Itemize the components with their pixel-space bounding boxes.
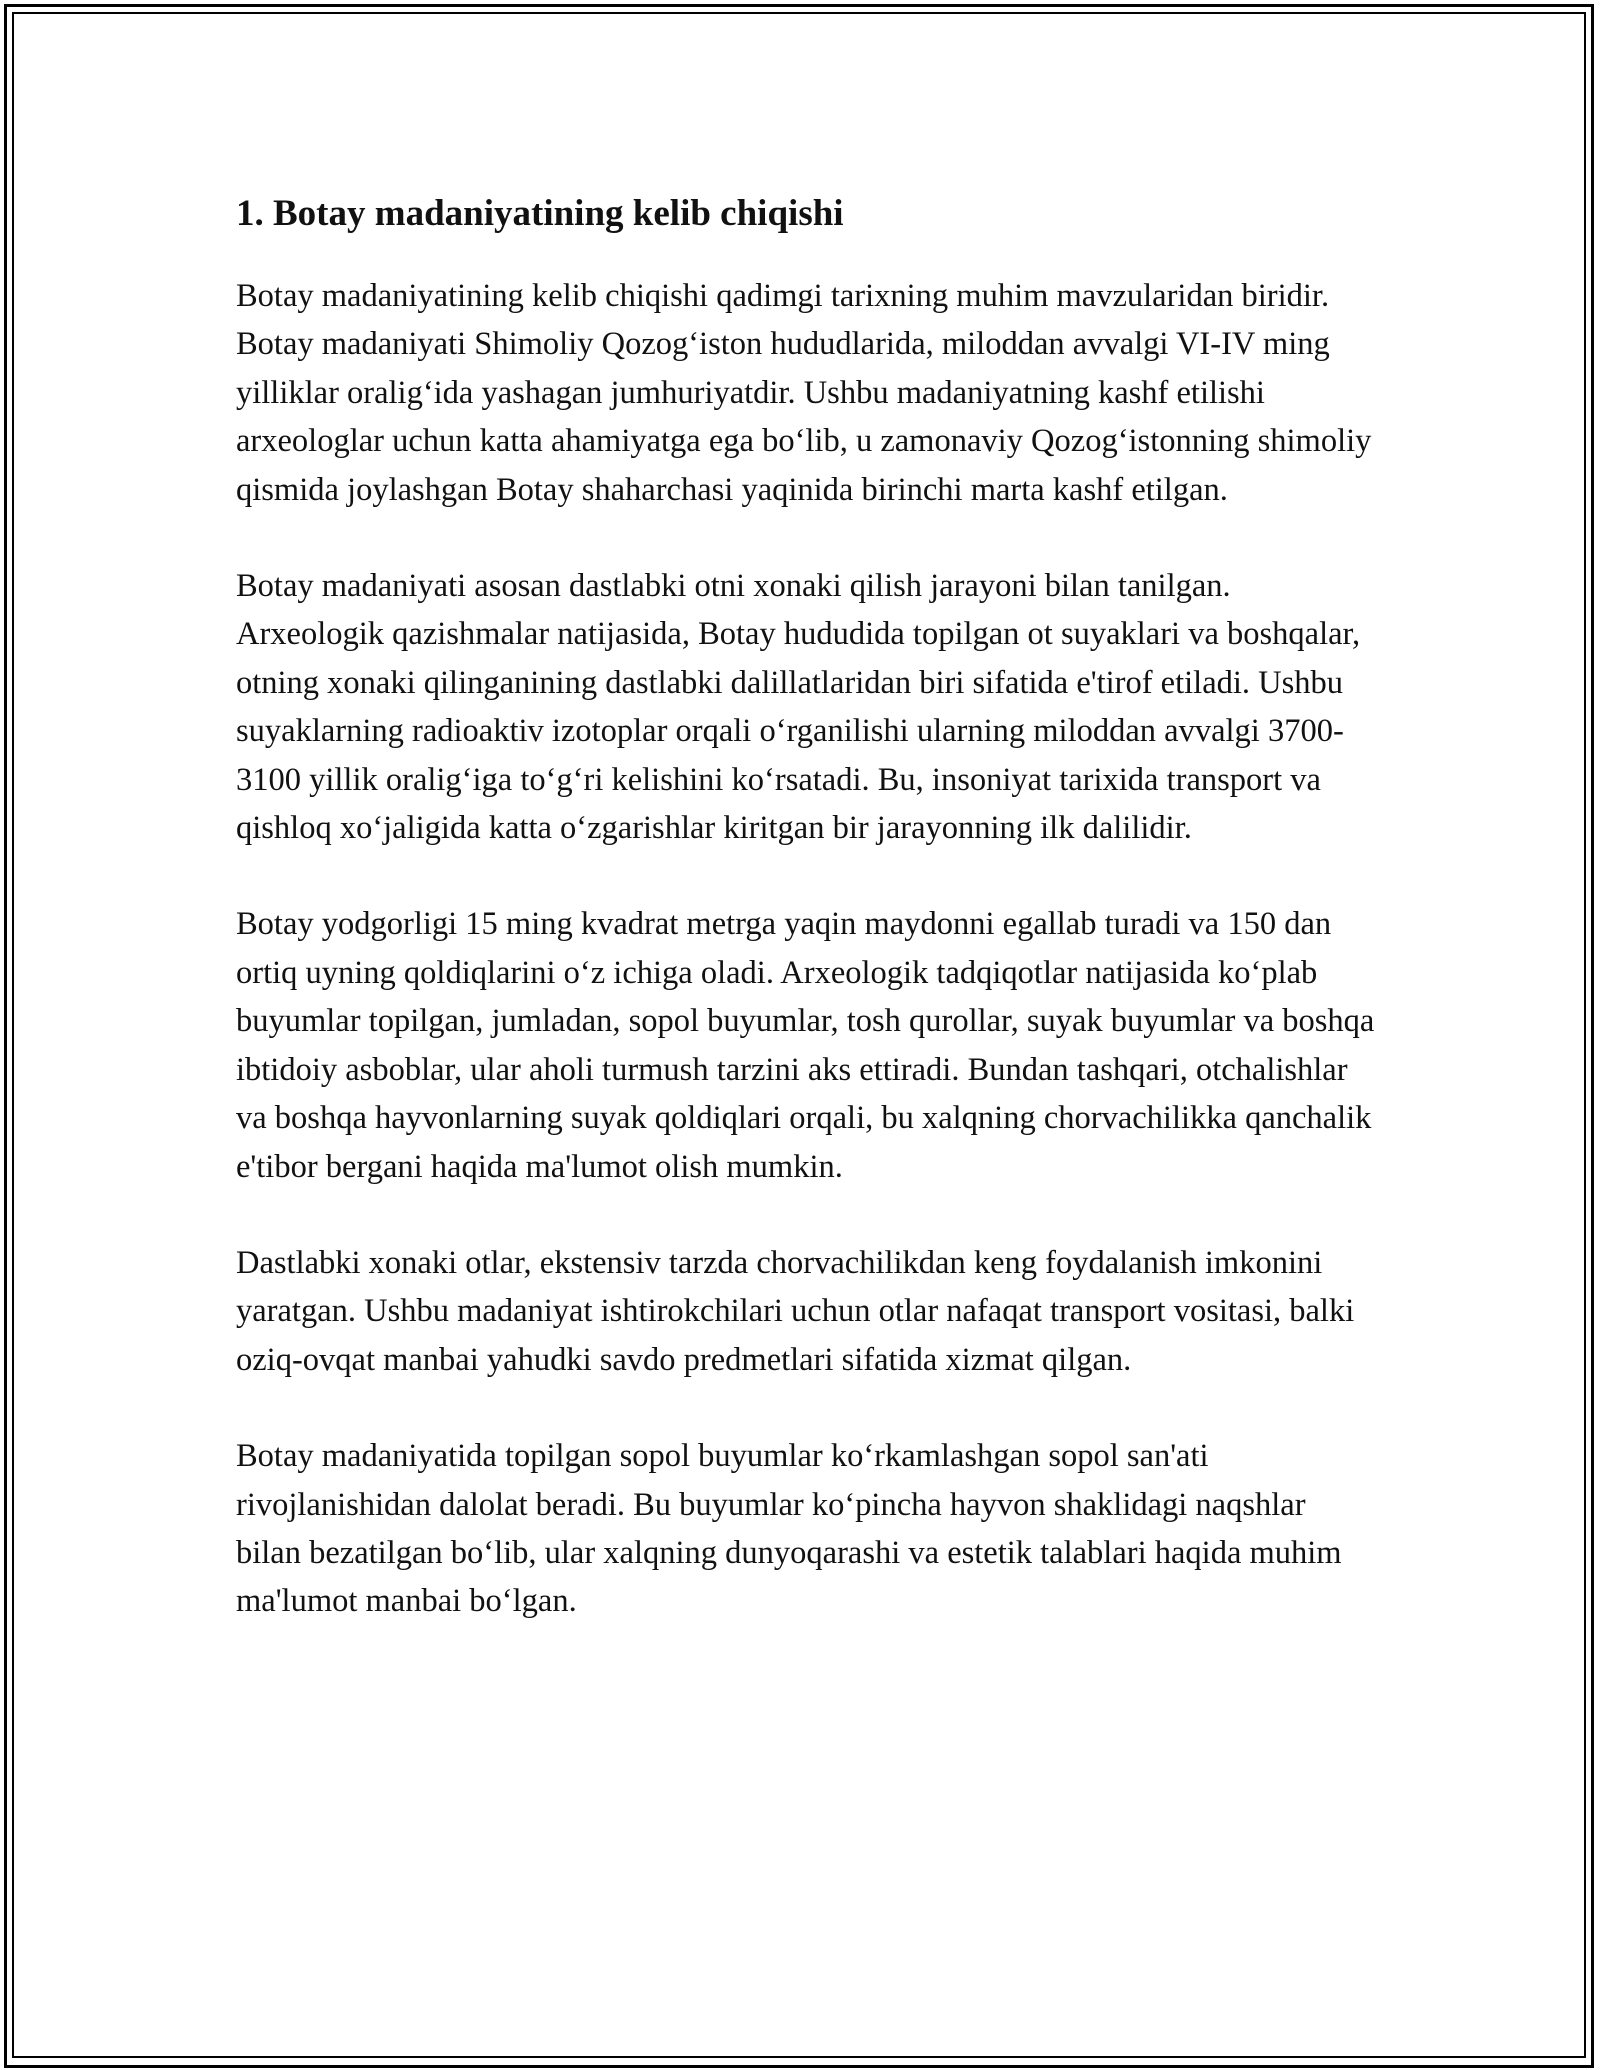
- paragraph-4: Dastlabki xonaki otlar, ekstensiv tarzda chorvachilikdan keng foydalanish imkonini yaratgan. Ushbu madaniyat ishtirokchilari uchun otlar nafaqat transport vositasi, balki oziq-ovqat manbai yahudki savdo predmetlari sifatida xizmat qilgan.: [236, 1244, 1355, 1378]
- section-heading: 1. Botay madaniyatining kelib chiqishi: [236, 193, 844, 234]
- paragraph-3: Botay yodgorligi 15 ming kvadrat metrga yaqin maydonni egallab turadi va 150 dan ortiq uyning qoldiqlarini o‘z ichiga oladi. Arxeologik tadqiqotlar natijasida ko‘plab buyumlar topilgan, jumladan, sopol buyumlar, tosh qurollar, suyak buyumlar va boshqa ibtidoiy asboblar, ular aholi turmush tarzini aks ettiradi. Bundan tashqari, otchalishlar va boshqa hayvonlarning suyak qoldiqlari orqali, bu xalqning chorvachilikka qanchalik e'tibor bergani haqida ma'lumot olish mumkin.: [236, 906, 1375, 1185]
- paragraph-2: Botay madaniyati asosan dastlabki otni xonaki qilish jarayoni bilan tanilgan. Arxeologik qazishmalar natijasida, Botay hududida topilgan ot suyaklari va boshqalar, otning xonaki qilinganining dastlabki dalillatlaridan biri sifatida e'tirof etiladi. Ushbu suyaklarning radioaktiv izotoplar orqali o‘rganilishi ularning miloddan avvalgi 3700-3100 yillik oralig‘iga to‘g‘ri kelishini ko‘rsatadi. Bu, insoniyat tarixida transport va qishloq xo‘jaligida katta o‘zgarishlar kiritgan bir jarayonning ilk dalilidir.: [236, 568, 1361, 847]
- paragraph-5: Botay madaniyatida topilgan sopol buyumlar ko‘rkamlashgan sopol san'ati rivojlanishidan dalolat beradi. Bu buyumlar ko‘pincha hayvon shaklidagi naqshlar bilan bezatilgan bo‘lib, ular xalqning dunyoqarashi va estetik talablari haqida muhim ma'lumot manbai bo‘lgan.: [236, 1438, 1342, 1620]
- document-body: [236, 186, 1376, 1674]
- paragraph-1: Botay madaniyatining kelib chiqishi qadimgi tarixning muhim mavzularidan biridir. Botay madaniyati Shimoliy Qozog‘iston hududlarida, miloddan avvalgi VI-IV ming yilliklar oralig‘ida yashagan jumhuriyatdir. Ushbu madaniyatning kashf etilishi arxeologlar uchun katta ahamiyatga ega bo‘lib, u zamonaviy Qozog‘istonning shimoliy qismida joylashgan Botay shaharchasi yaqinida birinchi marta kashf etilgan.: [236, 278, 1372, 508]
